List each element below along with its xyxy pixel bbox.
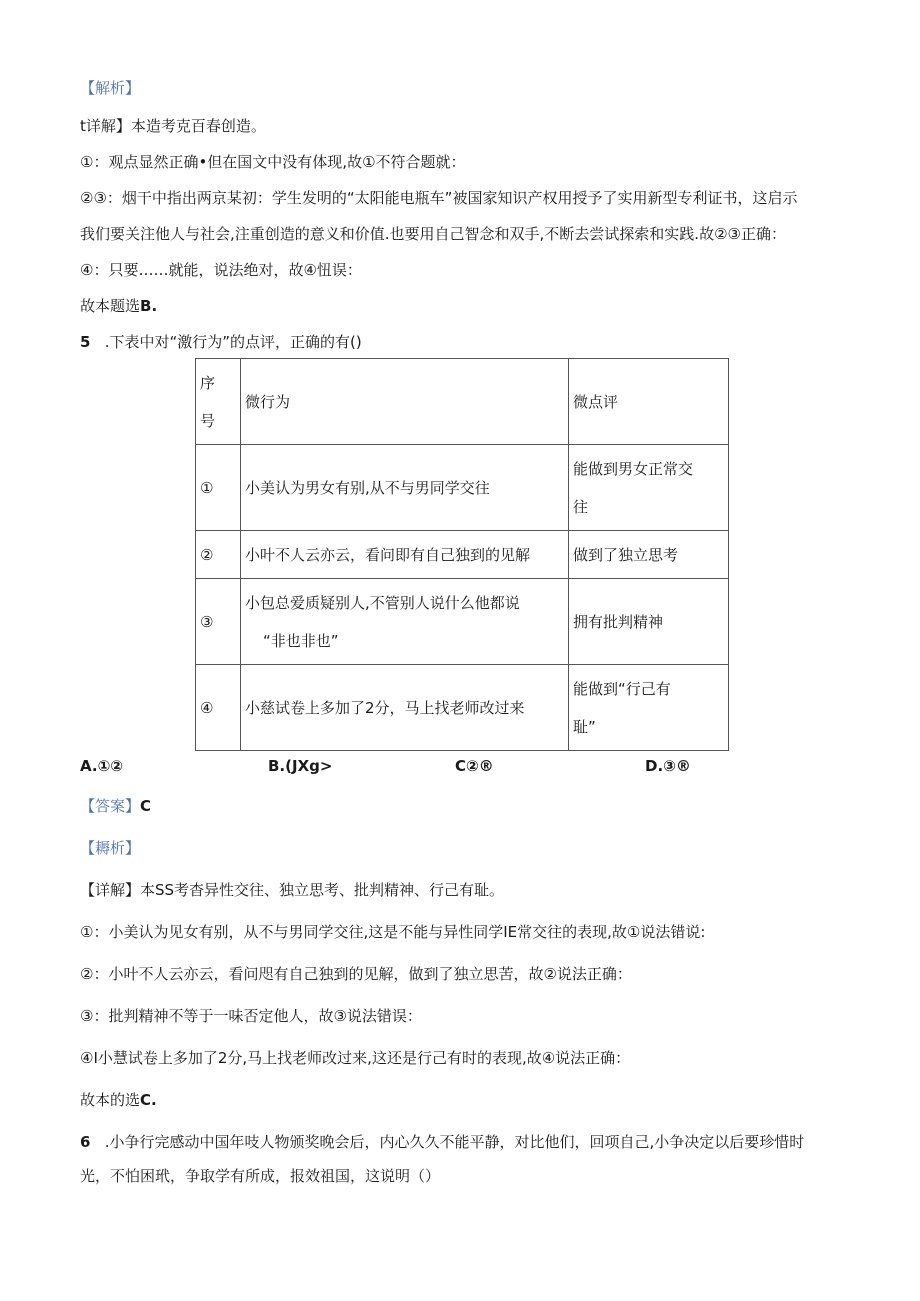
row-comment <box>569 445 729 531</box>
row-comment <box>569 665 729 751</box>
table-row <box>196 445 729 531</box>
question-6-stem-cont: 光，不怕困玳，争取学有所成，报效祖国，这说明（） <box>80 1167 441 1185</box>
answer-line <box>80 796 151 816</box>
analysis-tag: 【解析】 <box>80 79 141 97</box>
option-d: D.③® <box>645 757 691 775</box>
header-text: 序 <box>200 373 216 392</box>
table-header-cell: 微行为 <box>241 359 569 445</box>
table-row <box>196 665 729 751</box>
table-header-cell <box>196 359 241 445</box>
comment-text: 能做到“行己有 <box>573 679 671 698</box>
row-action: 小美认为男女有别,从不与男同学交往 <box>241 445 569 531</box>
analysis-item: ③：批判精神不等于一味否定他人，故③说法错误： <box>80 1007 422 1025</box>
question-text: .下表中对“激行为”的点评，正确的有() <box>104 333 362 351</box>
action-text: “非也非也” <box>263 631 339 650</box>
conclusion-answer: C. <box>140 1091 157 1109</box>
action-text: 小包总爱质疑别人,不管别人说什么他都说 <box>245 593 520 612</box>
analysis-item: ②：小叶不人云亦云，看问咫有自己独到的见解，做到了独立思苦，故②说法正确： <box>80 965 632 983</box>
answer-value: C <box>140 797 152 815</box>
analysis-item: ①：小美认为见女有别，从不与男同学交往,这是不能与异性同学IE常交往的表现,故①说法错说: <box>80 923 706 941</box>
comment-text: 往 <box>573 497 589 516</box>
row-action: 小慈试卷上多加了2分，马上找老师改过来 <box>241 665 569 751</box>
row-comment: 做到了独立思考 <box>569 531 729 579</box>
option-c: C②® <box>455 757 494 775</box>
question-text: .小争行完感动中国年吱人物颁奖晚会后，内心久久不能平静，对比他们，回项自己,小争决定以后要珍惜时 <box>104 1133 805 1151</box>
detail-text: 【详解】本SS考杳异性交往、独立思考、批判精神、行己有耻。 <box>80 881 505 899</box>
table-header-row <box>196 359 729 445</box>
question-number: 5 <box>80 333 91 351</box>
row-number: ④ <box>196 665 241 751</box>
option-b: B.(JXg> <box>268 757 333 775</box>
table-row <box>196 579 729 665</box>
conclusion-prefix: 故本题选 <box>80 297 141 315</box>
answer-tag: 【答案】 <box>80 797 141 815</box>
option-a: A.①② <box>80 757 123 775</box>
detail-text: t详解】本造考克百春创造。 <box>80 117 266 135</box>
row-action <box>241 579 569 665</box>
question-number: 6 <box>80 1133 91 1151</box>
table-header-cell: 微点评 <box>569 359 729 445</box>
analysis-item: ④I小慧试卷上多加了2分,马上找老师改过来,这还是行己有时的表现,故④说法正确： <box>80 1049 631 1067</box>
row-action: 小叶不人云亦云，看问即有自己独到的见解 <box>241 531 569 579</box>
comment-text: 能做到男女正常交 <box>573 459 694 478</box>
analysis-tag: 【耨析】 <box>80 839 141 857</box>
analysis-item: ④：只要……就能，说法绝对，故④忸误： <box>80 261 362 279</box>
behavior-table <box>195 358 729 751</box>
conclusion-prefix: 故本的选 <box>80 1091 141 1109</box>
conclusion <box>80 296 157 316</box>
conclusion-answer: B. <box>140 297 158 315</box>
analysis-item: ②③：烟干中指出两京某初：学生发明的“太阳能电瓶车”被国家知识产权用授予了实用新型专利证书，这启示 <box>80 189 798 207</box>
analysis-item: ①：观点显然正确•但在国文中没有体现,故①不符合题就： <box>80 153 466 171</box>
conclusion <box>80 1090 157 1110</box>
question-6-stem <box>80 1132 804 1152</box>
table-row <box>196 531 729 579</box>
row-comment: 拥有批判精神 <box>569 579 729 665</box>
comment-text: 耻” <box>573 717 596 736</box>
analysis-item: 我们要关注他人与社会,注重创造的意义和价值.也要用自己智念和双手,不断去尝试探索和实践.故②③正确： <box>80 225 786 243</box>
row-number: ① <box>196 445 241 531</box>
row-number: ③ <box>196 579 241 665</box>
row-number: ② <box>196 531 241 579</box>
question-5-stem <box>80 332 362 352</box>
header-text: 号 <box>200 411 216 430</box>
